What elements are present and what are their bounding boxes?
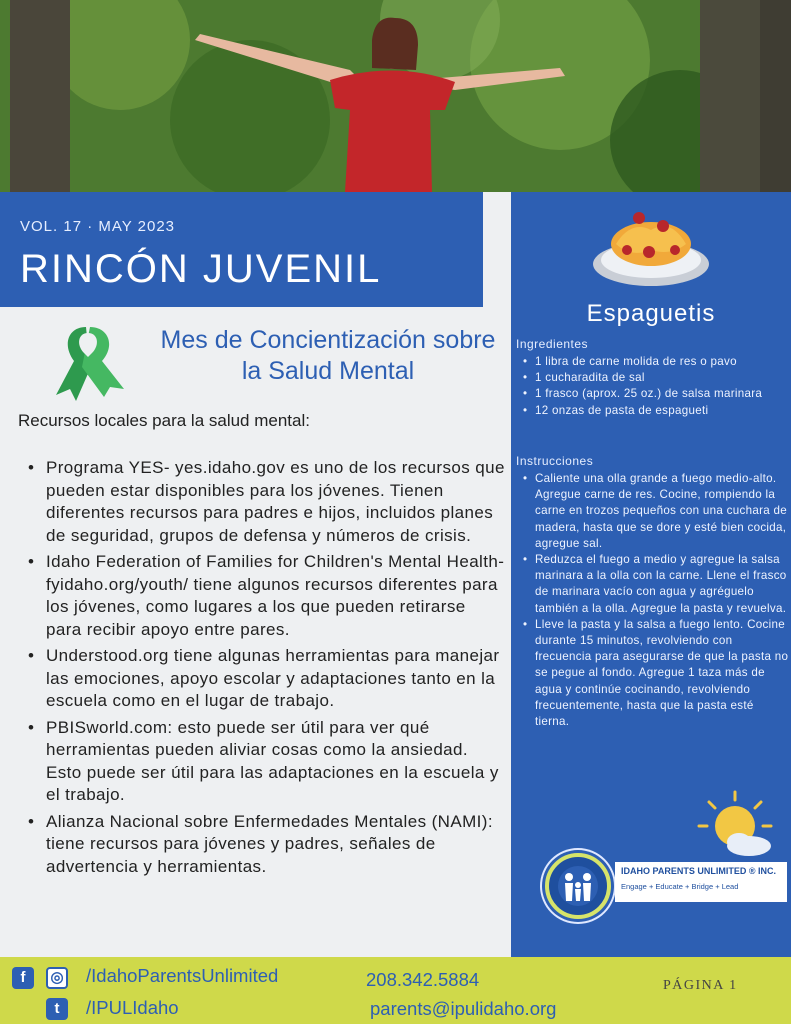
organization-name: IDAHO PARENTS UNLIMITED ® INC. bbox=[621, 866, 776, 876]
list-item: • 1 libra de carne molida de res o pavo bbox=[519, 354, 789, 370]
awareness-ribbon-icon bbox=[48, 323, 128, 401]
family-logo-icon bbox=[545, 853, 611, 919]
article-heading: Mes de Concientización sobre la Salud Mental bbox=[160, 326, 496, 385]
ipul-logo bbox=[519, 838, 789, 938]
instagram-icon[interactable]: ◎ bbox=[46, 967, 68, 989]
instructions-label: Instrucciones bbox=[516, 454, 594, 468]
list-item: • 1 cucharadita de sal bbox=[519, 370, 789, 386]
resources-intro: Recursos locales para la salud mental: bbox=[18, 411, 310, 430]
newsletter-title-block bbox=[0, 192, 483, 307]
list-item: • Understood.org tiene algunas herramientas para manejar las emociones, apoyo escolar y adaptaciones tanto en la escuela como en el lugar de trabajo. bbox=[18, 645, 506, 713]
email-address[interactable]: parents@ipulidaho.org bbox=[370, 998, 557, 1019]
header-photo bbox=[0, 0, 791, 192]
recipe-sidebar bbox=[511, 192, 791, 957]
phone-number[interactable]: 208.342.5884 bbox=[366, 969, 480, 990]
list-item: • Reduzca el fuego a medio y agregue la salsa marinara a la olla con la carne. Llene el frasco de marinara vacío con agua y agréguelo también a la olla. Agregue la pasta y revuelva. bbox=[519, 552, 789, 617]
footer bbox=[0, 957, 791, 1024]
list-item: • Caliente una olla grande a fuego medio-alto. Agregue carne de res. Cocine, rompiendo la carne en trozos pequeños con una cuchara de madera, hasta que se dore y esté bien cocida, agregue sal. bbox=[519, 471, 789, 552]
page-number: PÁGINA 1 bbox=[663, 978, 738, 993]
list-item: • Lleve la pasta y la salsa a fuego lento. Cocine durante 15 minutos, revolviendo con frecuencia para asegurarse de que la pasta no se pegue al fondo. Agregue 1 taza más de agua y continúe cocinando, revolviendo frecuentemente, hasta que la pasta esté tierna. bbox=[519, 617, 789, 730]
volume-date: VOL. 17 · MAY 2023 bbox=[20, 218, 176, 235]
recipe-title: Espaguetis bbox=[586, 300, 716, 327]
list-item: • Alianza Nacional sobre Enfermedades Mentales (NAMI): tiene recursos para jóvenes y padres, señales de advertencia y herramientas. bbox=[18, 811, 506, 879]
list-item: • 1 frasco (aprox. 25 oz.) de salsa marinara bbox=[519, 386, 789, 402]
twitter-handle[interactable]: /IPULIdaho bbox=[86, 997, 179, 1018]
facebook-instagram-handle[interactable]: /IdahoParentsUnlimited bbox=[86, 965, 279, 986]
spaghetti-plate-icon bbox=[591, 200, 711, 290]
woman-in-forest-image bbox=[0, 0, 791, 192]
mental-health-article bbox=[0, 307, 511, 957]
list-item: • Idaho Federation of Families for Children's Mental Health- fyidaho.org/youth/ tiene algunos recursos diferentes para los jóvenes, como lugares a los que pueden retirarse para recibir apoyo entre pares. bbox=[18, 551, 506, 641]
list-item: • Programa YES- yes.idaho.gov es uno de los recursos que pueden estar disponibles para los jóvenes. Tienen diferentes recursos para padres e hijos, incluidos planes de seguridad, grupos de defensa y números de crisis. bbox=[18, 457, 506, 547]
list-item: • PBISworld.com: esto puede ser útil para ver qué herramientas pueden aliviar cosas como la ansiedad. Esto puede ser útil para las adaptaciones en la escuela y el trabajo. bbox=[18, 717, 506, 807]
ingredients-label: Ingredientes bbox=[516, 337, 589, 351]
ingredients-list bbox=[519, 354, 789, 419]
list-item: • 12 onzas de pasta de espagueti bbox=[519, 403, 789, 419]
facebook-icon[interactable]: f bbox=[12, 967, 34, 989]
twitter-icon[interactable]: t bbox=[46, 998, 68, 1020]
logo-wordmark bbox=[615, 862, 787, 902]
organization-tagline: Engage + Educate + Bridge + Lead bbox=[621, 882, 739, 891]
newsletter-title: RINCÓN JUVENIL bbox=[20, 247, 382, 291]
resources-list bbox=[18, 457, 506, 882]
instructions-list bbox=[519, 471, 789, 730]
